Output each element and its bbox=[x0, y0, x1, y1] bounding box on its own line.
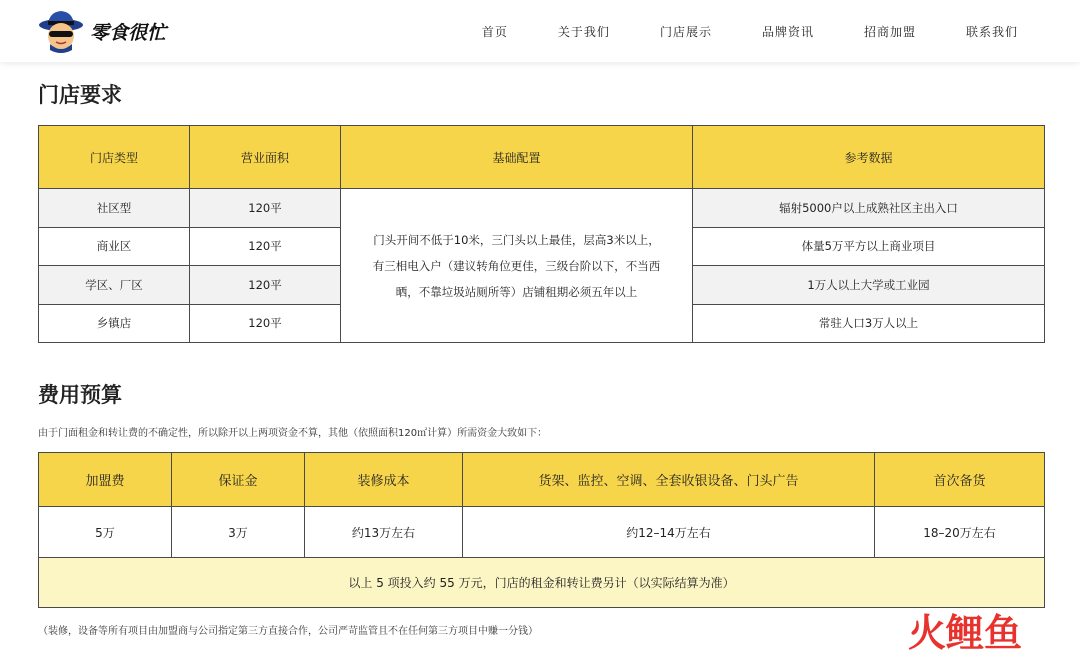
budget-table bbox=[38, 452, 1045, 608]
column-header: 货架、监控、空调、全套收银设备、门头广告 bbox=[463, 453, 875, 507]
column-header: 参考数据 bbox=[693, 126, 1045, 189]
decoration-cost-cell: 约13万左右 bbox=[305, 507, 463, 558]
nav-franchise[interactable]: 招商加盟 bbox=[863, 24, 916, 39]
area-cell: 120平 bbox=[190, 304, 341, 343]
site-header bbox=[0, 0, 1080, 62]
budget-title: 费用预算 bbox=[38, 383, 122, 407]
nav-about[interactable]: 关于我们 bbox=[557, 24, 610, 39]
column-header: 基础配置 bbox=[341, 126, 693, 189]
store-type-cell: 商业区 bbox=[39, 227, 190, 266]
column-header: 门店类型 bbox=[39, 126, 190, 189]
nav-stores[interactable]: 门店展示 bbox=[659, 24, 712, 39]
column-header: 营业面积 bbox=[190, 126, 341, 189]
total-investment-cell: 以上 5 项投入约 55 万元，门店的租金和转让费另计（以实际结算为准） bbox=[39, 558, 1045, 608]
store-requirements-table bbox=[38, 125, 1045, 343]
area-cell: 120平 bbox=[190, 227, 341, 266]
nav-news[interactable]: 品牌资讯 bbox=[761, 24, 814, 39]
main-nav bbox=[482, 0, 1018, 62]
area-cell: 120平 bbox=[190, 189, 341, 228]
column-header: 首次备货 bbox=[875, 453, 1045, 507]
table-row bbox=[39, 189, 1045, 228]
nav-contact[interactable]: 联系我们 bbox=[965, 24, 1018, 39]
watermark-char: 火 bbox=[908, 611, 947, 655]
reference-cell: 辐射5000户以上成熟社区主出入口 bbox=[693, 189, 1045, 228]
footer-note: （装修，设备等所有项目由加盟商与公司指定第三方直接合作，公司严苛监管且不在任何第三方项目中赚一分钱） bbox=[38, 626, 538, 637]
equipment-cost-cell: 约12–14万左右 bbox=[463, 507, 875, 558]
franchise-fee-cell: 5万 bbox=[39, 507, 172, 558]
watermark-logo bbox=[908, 611, 1022, 655]
first-stock-cell: 18–20万左右 bbox=[875, 507, 1045, 558]
nav-home[interactable]: 首页 bbox=[481, 24, 508, 39]
logo-text: 零食很忙 bbox=[90, 21, 167, 44]
budget-note: 由于门面租金和转让费的不确定性，所以除开以上两项资金不算，其他（依照面积120㎡计算）所需资金大致如下： bbox=[38, 428, 548, 439]
reference-cell: 1万人以上大学或工业园 bbox=[693, 266, 1045, 305]
watermark-char: 鱼 bbox=[984, 611, 1023, 655]
area-cell: 120平 bbox=[190, 266, 341, 305]
reference-cell: 体量5万平方以上商业项目 bbox=[693, 227, 1045, 266]
table-header-row bbox=[39, 453, 1045, 507]
detective-mascot-icon bbox=[36, 6, 86, 56]
watermark-char: 鲤 bbox=[946, 611, 985, 655]
store-type-cell: 学区、厂区 bbox=[39, 266, 190, 305]
store-type-cell: 乡镇店 bbox=[39, 304, 190, 343]
base-config-cell: 门头开间不低于10米，三门头以上最佳，层高3米以上，有三相电入户（建议转角位更佳，三级台阶以下，不当西晒，不靠垃圾站厕所等）店铺租期必须五年以上 bbox=[341, 189, 693, 343]
total-row bbox=[39, 558, 1045, 608]
reference-cell: 常驻人口3万人以上 bbox=[693, 304, 1045, 343]
brand-logo[interactable] bbox=[36, 6, 166, 56]
store-type-cell: 社区型 bbox=[39, 189, 190, 228]
table-header-row bbox=[39, 126, 1045, 189]
column-header: 保证金 bbox=[172, 453, 305, 507]
table-row bbox=[39, 507, 1045, 558]
deposit-cell: 3万 bbox=[172, 507, 305, 558]
column-header: 加盟费 bbox=[39, 453, 172, 507]
store-requirements-title: 门店要求 bbox=[38, 83, 122, 107]
column-header: 装修成本 bbox=[305, 453, 463, 507]
